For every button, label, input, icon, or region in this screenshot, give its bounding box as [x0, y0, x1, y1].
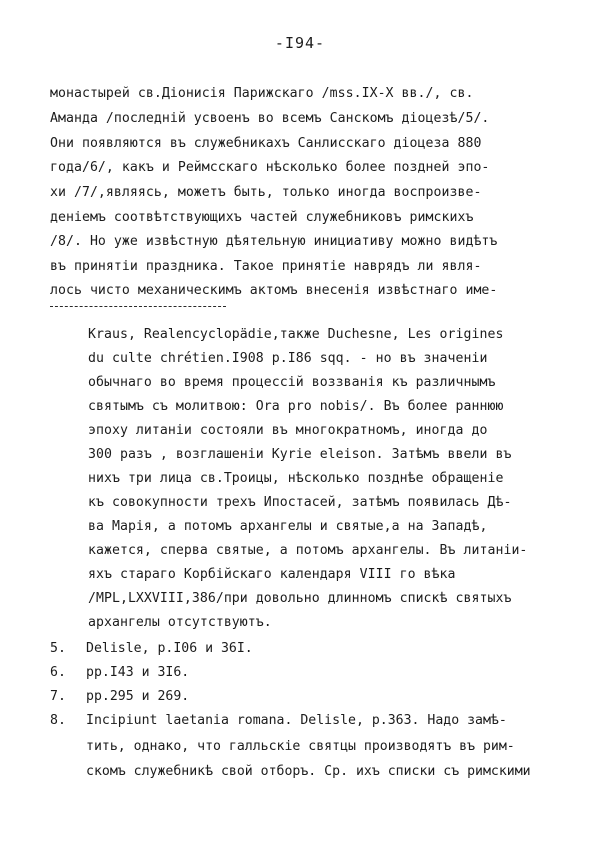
footnote-line: 300 разъ , возглашеніи Kyrie eleison. Затѣмъ ввели въ [88, 447, 512, 462]
footnote-line: /MPL,LXXVIII,386/при довольно длинномъ спискѣ святыхъ [88, 591, 512, 606]
footnote-text: pp.295 и 269. [86, 689, 190, 704]
footnote-line: къ совокупности трехъ Ипостасей, затѣмъ появилась Дѣ- [88, 495, 512, 510]
body-line: /8/. Но уже извѣстную дѣятельную инициативу можно видѣтъ [50, 234, 498, 249]
footnote-text: скомъ служебникѣ свой отборъ. Ср. ихъ списки съ римскими [86, 764, 531, 779]
footnote-line: святымъ съ молитвою: Ora pro nobis/. Въ более раннюю [88, 399, 504, 414]
footnote-line: Kraus, Realencyclopädie,также Duchesne, Les origines [88, 327, 504, 342]
footnote-text: Delisle, p.I06 и 36I. [86, 641, 253, 656]
footnote-line: кажется, сперва святые, а потомъ архангелы. Въ литаніи- [88, 543, 528, 558]
footnote-number: 7. [50, 689, 66, 704]
body-line: въ принятіи праздника. Такое принятіе наврядъ ли явля- [50, 259, 482, 274]
footnote-line: архангелы отсутствуютъ. [88, 615, 272, 630]
footnote-separator [50, 306, 226, 307]
footnote-text: Incipiunt laetania romana. Delisle, p.363. Надо замѣ- [86, 713, 507, 728]
footnote-line: обычнаго во время процессій воззванія къ различнымъ [88, 375, 496, 390]
footnote-text: pp.I43 и 3I6. [86, 665, 190, 680]
body-line: Аманда /последній усвоенъ во всемъ Санскомъ діоцезѣ/5/. [50, 111, 490, 126]
body-line: Они появляются въ служебникахъ Санлисскаго діоцеза 880 [50, 136, 482, 151]
body-line: хи /7/,являясь, можетъ быть, только иногда воспроизве- [50, 185, 482, 200]
footnote-line: нихъ три лица св.Троицы, нѣсколько позднѣе обращеніе [88, 471, 504, 486]
footnote-number: 6. [50, 665, 66, 680]
body-line: монастырей св.Діонисія Парижскаго /mss.IX-X вв./, св. [50, 86, 474, 101]
footnote-number: 5. [50, 641, 66, 656]
body-line: деніемъ соотвѣтствующихъ частей служебниковъ римскихъ [50, 210, 474, 225]
body-line: года/6/, какъ и Реймсскаго нѣсколько более поздней эпо- [50, 160, 490, 175]
footnote-line: яхъ стараго Корбійскаго календаря VIII го вѣка [88, 567, 456, 582]
footnote-line: эпоху литаніи состояли въ многократномъ, иногда до [88, 423, 488, 438]
footnote-line: du culte chrétien.I908 p.I86 sqq. - но въ значеніи [88, 351, 488, 366]
footnote-text: тить, однако, что галльскіе святцы производятъ въ рим- [86, 739, 515, 754]
footnote-number: 8. [50, 713, 66, 728]
footnote-line: ва Марія, а потомъ архангелы и святые,а на Западѣ, [88, 519, 488, 534]
body-line: лось чисто механическимъ актомъ внесенія извѣстнаго име- [50, 283, 498, 298]
page-number: -I94- [274, 34, 326, 52]
